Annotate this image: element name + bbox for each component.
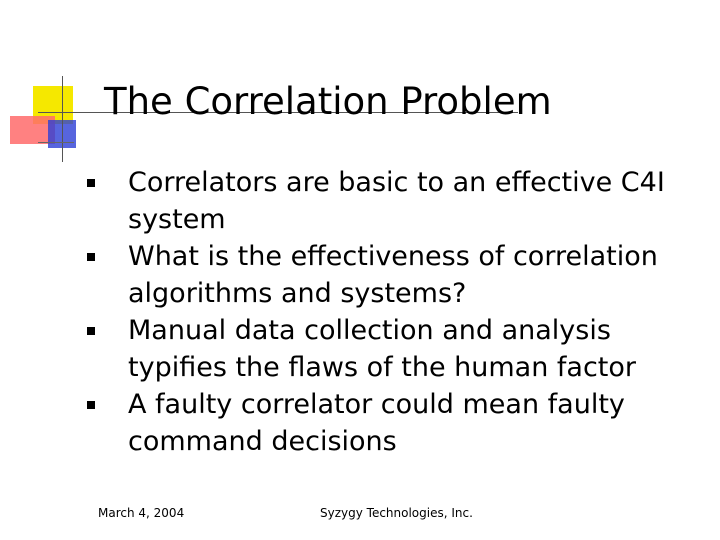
footer-company: Syzygy Technologies, Inc. bbox=[320, 506, 473, 520]
bullet-text: A faulty correlator could mean faulty command decisions bbox=[128, 389, 625, 457]
square-bullet-icon bbox=[87, 327, 95, 335]
bullet-text: Manual data collection and analysis typifies the flaws of the human factor bbox=[128, 315, 637, 383]
square-bullet-icon bbox=[87, 253, 95, 261]
bullet-item bbox=[85, 238, 705, 312]
bullet-text: Correlators are basic to an effective C4I system bbox=[128, 167, 665, 235]
square-bullet-icon bbox=[87, 401, 95, 409]
slide-title: The Correlation Problem bbox=[104, 80, 552, 123]
bullet-item bbox=[85, 312, 705, 386]
bullet-list bbox=[85, 164, 705, 460]
footer-date: March 4, 2004 bbox=[98, 506, 185, 520]
bullet-item bbox=[85, 164, 705, 238]
bullet-item bbox=[85, 386, 705, 460]
square-bullet-icon bbox=[87, 179, 95, 187]
bullet-text: What is the effectiveness of correlation algorithms and systems? bbox=[128, 241, 658, 309]
